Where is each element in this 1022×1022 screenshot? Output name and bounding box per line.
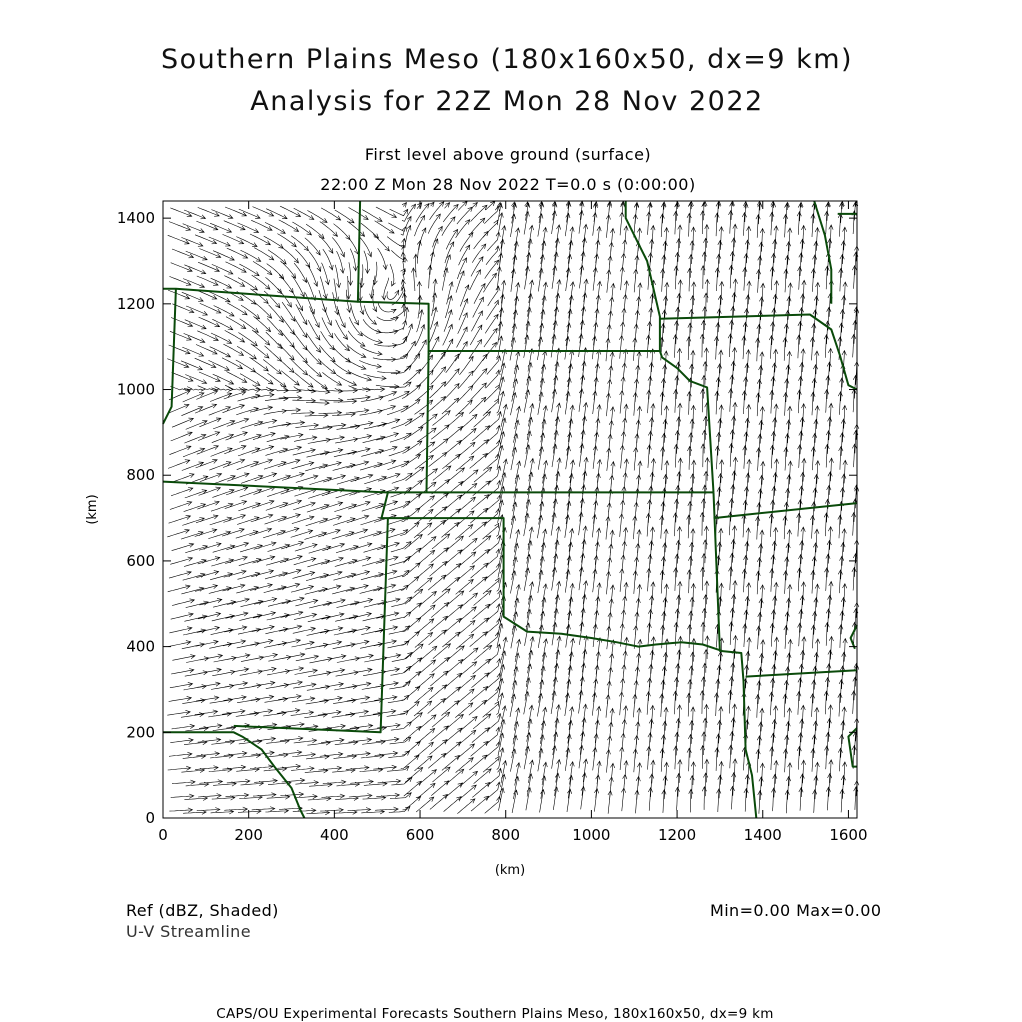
state-boundary-line	[163, 289, 358, 302]
y-tick-label: 400	[126, 637, 155, 656]
footer-credit: CAPS/OU Experimental Forecasts Southern Plains Meso, 180x160x50, dx=9 km	[216, 1006, 774, 1022]
chart-title-line1: Southern Plains Meso (180x160x50, dx=9 km)	[160, 44, 854, 75]
chart-title-line2: Analysis for 22Z Mon 28 Nov 2022	[250, 86, 764, 117]
y-axis-label: (km)	[85, 494, 100, 525]
y-tick-label: 200	[126, 723, 155, 742]
legend-min-max: Min=0.00 Max=0.00	[710, 901, 882, 920]
state-boundary-line	[814, 201, 831, 304]
axis-ticks	[117, 201, 868, 844]
state-boundary-line	[626, 201, 660, 351]
y-tick-label: 600	[126, 551, 155, 570]
x-tick-label: 1400	[743, 826, 782, 844]
x-tick-label: 400	[320, 826, 349, 844]
legend-field-streamline: U-V Streamline	[126, 922, 251, 941]
chart-subtitle-time: 22:00 Z Mon 28 Nov 2022 T=0.0 s (0:00:00)	[320, 175, 696, 194]
streamline-field	[167, 201, 859, 815]
state-boundary-line	[163, 289, 176, 424]
streamline-arrows	[167, 201, 859, 815]
x-tick-label: 1000	[572, 826, 611, 844]
legend-field-reflectivity: Ref (dBZ, Shaded)	[126, 901, 279, 920]
state-boundary-line	[234, 518, 388, 732]
x-axis-label: (km)	[494, 863, 526, 878]
y-tick-label: 800	[126, 466, 155, 485]
chart-subtitle-level: First level above ground (surface)	[364, 145, 652, 164]
x-tick-label: 0	[158, 826, 168, 844]
x-tick-label: 600	[405, 826, 435, 844]
state-boundary-line	[427, 351, 429, 492]
x-tick-label: 800	[491, 826, 521, 844]
x-tick-label: 1200	[657, 826, 697, 844]
state-boundary-line	[382, 492, 723, 651]
y-tick-label: 1200	[116, 294, 155, 313]
y-tick-label: 1000	[116, 380, 155, 399]
state-boundary-line	[163, 732, 304, 818]
y-tick-label: 0	[145, 809, 155, 827]
x-tick-label: 200	[234, 826, 263, 844]
y-tick-label: 1400	[116, 209, 155, 228]
x-tick-label: 1600	[829, 826, 868, 844]
